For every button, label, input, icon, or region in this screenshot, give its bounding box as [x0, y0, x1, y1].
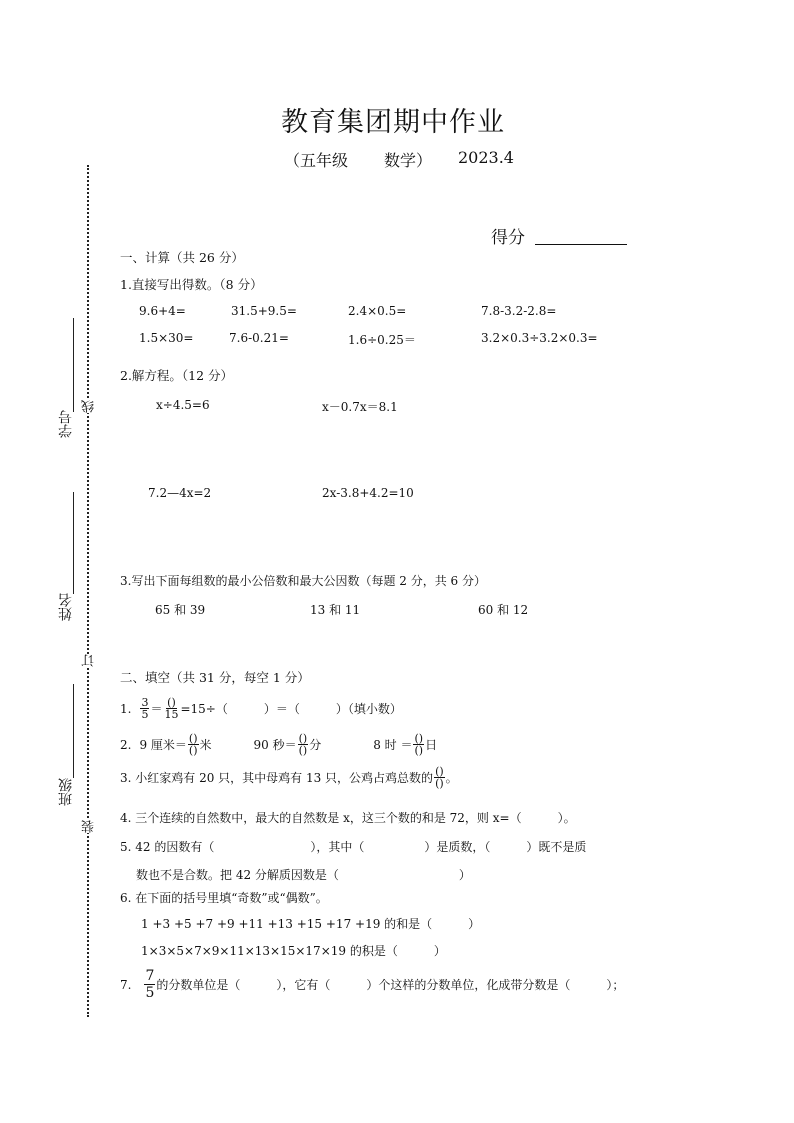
calc-item: 7.8-3.2-2.8=: [481, 304, 557, 318]
score-blank: [535, 244, 627, 245]
equation: x－0.7x＝8.1: [322, 400, 398, 414]
fraction: [144, 968, 155, 1001]
equation: 2x-3.8+4.2=10: [322, 486, 414, 500]
denominator: 5: [141, 708, 149, 721]
denominator: (): [188, 744, 198, 757]
fraction: [413, 733, 424, 756]
numerator: 7: [145, 968, 155, 984]
q-number: 2.: [120, 737, 132, 752]
calc-item: 2.4×0.5=: [348, 304, 407, 318]
fraction: [434, 766, 445, 789]
binding-dotted-line: [87, 165, 89, 1017]
numerator: (): [298, 732, 308, 745]
number-pair: 60 和 12: [478, 603, 529, 617]
fill-q2: [120, 733, 437, 756]
numerator: (): [435, 765, 444, 778]
calc-item: 7.6-0.21=: [229, 331, 289, 345]
q2-title: 2.解方程。（12 分）: [120, 368, 234, 383]
calc-item: 1.5×30=: [139, 331, 194, 345]
denominator: (): [298, 744, 308, 757]
equation: 7.2—4x=2: [148, 486, 212, 500]
class-label: 班级: [58, 778, 74, 806]
q3-title: 3.写出下面每组数的最小公倍数和最大公因数（每题 2 分，共 6 分）: [120, 574, 486, 588]
q-text: =15÷（ ）＝（ ）（填小数）: [180, 702, 402, 716]
fill-q1: [120, 697, 402, 720]
q-text: 9 厘米＝: [139, 738, 187, 752]
calc-item: 1.6÷0.25＝: [348, 333, 416, 347]
numerator: (): [188, 732, 198, 745]
q-text: 8 时 ＝: [373, 738, 413, 752]
binding-line-label: 线: [82, 400, 97, 413]
class-blank: [73, 684, 74, 778]
q-text: 3. 小红家鸡有 20 只，其中母鸡有 13 只，公鸡占鸡总数的: [120, 771, 434, 785]
calc-item: 9.6+4=: [139, 304, 186, 318]
denominator: 15: [164, 708, 179, 721]
denominator: 5: [145, 985, 155, 1001]
q-number: 7.: [120, 977, 132, 992]
equation: x÷4.5=6: [156, 398, 210, 412]
numerator: (): [167, 696, 176, 709]
numerator: 3: [141, 696, 149, 709]
fill-q6-line1: 1 +3 +5 +7 +9 +11 +13 +15 +17 +19 的和是（ ）: [141, 917, 481, 931]
unit: 米: [199, 738, 212, 752]
unit: 分: [309, 738, 322, 752]
section2-heading: 二、填空（共 31 分，每空 1 分）: [120, 670, 310, 685]
q1-title: 1.直接写出得数。（8 分）: [120, 277, 263, 292]
denominator: (): [414, 744, 424, 757]
page-title: 教育集团期中作业: [281, 107, 505, 138]
name-label: 姓名: [58, 593, 74, 621]
calc-item: 31.5+9.5=: [231, 304, 297, 318]
number-pair: 65 和 39: [155, 603, 206, 617]
student-no-blank: [73, 318, 74, 412]
subtitle-grade: （五年级: [284, 151, 349, 170]
q-number: 1.: [120, 701, 132, 716]
score-label: 得分: [491, 228, 525, 248]
q-text: 90 秒＝: [253, 738, 297, 752]
section1-heading: 一、计算（共 26 分）: [120, 250, 244, 265]
score-field: [491, 223, 627, 248]
equals-sign: ＝: [150, 702, 163, 716]
calc-item: 3.2×0.3÷3.2×0.3=: [481, 331, 598, 345]
numerator: (): [414, 732, 424, 745]
fraction: [188, 733, 199, 756]
number-pair: 13 和 11: [310, 603, 361, 617]
student-no-label: 学号: [58, 410, 74, 438]
q-text: 的分数单位是（ ），它有（ ）个这样的分数单位，化成带分数是（ ）；: [156, 978, 625, 992]
fill-q4: 4. 三个连续的自然数中，最大的自然数是 x，这三个数的和是 72，则 x=（ ）。: [120, 811, 576, 825]
binding-bind-label: 订: [82, 654, 97, 667]
fill-q3: [120, 766, 458, 789]
subtitle-date: 2023.4: [458, 148, 514, 167]
fill-q6-line2: 1×3×5×7×9×11×13×15×17×19 的积是（ ）: [141, 944, 446, 958]
binding-pack-label: 装: [82, 820, 97, 833]
denominator: (): [435, 777, 444, 790]
unit: 日: [425, 738, 438, 752]
q-text: 。: [445, 771, 458, 785]
fill-q6-title: 6. 在下面的括号里填“奇数”或“偶数”。: [120, 891, 328, 905]
subtitle-subject: 数学）: [384, 151, 433, 170]
fraction: [163, 697, 179, 720]
fraction: [140, 697, 149, 720]
fraction: [298, 733, 309, 756]
fill-q5-line1: 5. 42 的因数有（ ），其中（ ）是质数，（ ）既不是质: [120, 840, 587, 854]
fill-q5-line2: 数也不是合数。把 42 分解质因数是（ ）: [136, 868, 471, 882]
name-blank: [73, 492, 74, 594]
fill-q7: [120, 968, 624, 1001]
